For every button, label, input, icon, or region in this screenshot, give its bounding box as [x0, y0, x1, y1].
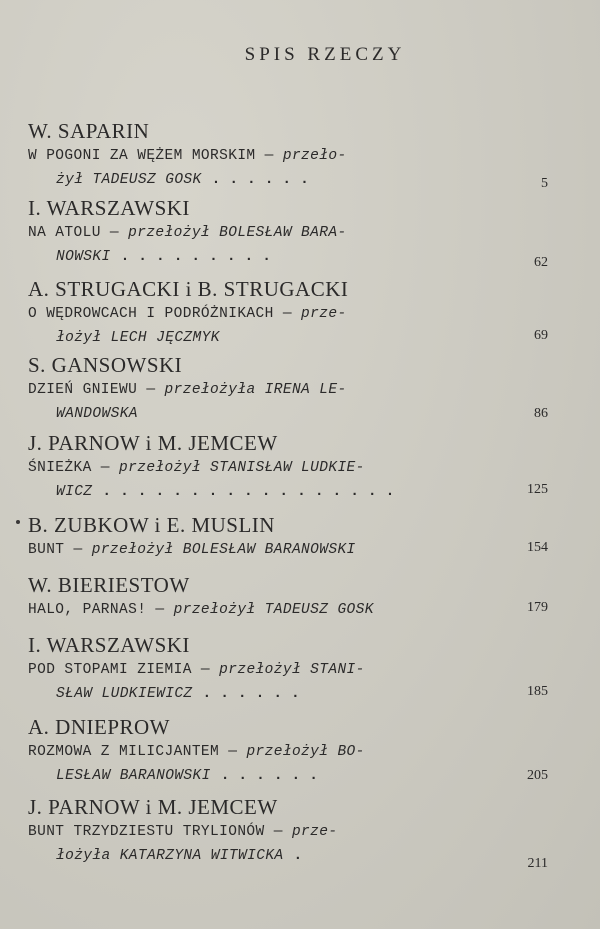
page-title: SPIS RZECZY: [244, 44, 406, 65]
entry-translator: przełożył BOLESŁAW BARANOWSKI: [91, 542, 356, 558]
entry-translator-cont: LESŁAW BARANOWSKI: [56, 768, 211, 784]
entry-page-number: 69: [534, 328, 548, 343]
toc-entry: [28, 276, 548, 350]
entry-translator: przełożyła IRENA LE-: [164, 382, 347, 398]
entry-translator: przełożył BOLESŁAW BARA-: [128, 225, 347, 241]
entry-author: S. GANSOWSKI: [28, 353, 183, 377]
entry-title-line: [28, 658, 548, 682]
leader-dots: .........: [120, 249, 280, 265]
stray-mark: [16, 520, 20, 524]
entry-translator-cont: SŁAW LUDKIEWICZ: [56, 686, 193, 702]
entry-translator: przeło-: [282, 148, 347, 164]
entry-title: ROZMOWA Z MILICJANTEM —: [28, 744, 247, 760]
entry-page-number: 5: [541, 176, 548, 191]
entry-continuation: [28, 402, 548, 426]
entry-title: W POGONI ZA WĘŻEM MORSKIM —: [28, 148, 283, 164]
entry-continuation: [28, 168, 548, 192]
entry-page-number: 211: [527, 856, 548, 871]
entry-title-line: [28, 598, 548, 622]
entry-continuation: [28, 682, 548, 706]
leader-dots: ......: [211, 172, 318, 188]
entry-translator: przełożył TADEUSZ GOSK: [173, 602, 374, 618]
entry-author: W. BIERIESTOW: [28, 573, 190, 597]
entry-translator-cont: żył TADEUSZ GOSK: [56, 172, 202, 188]
entry-author: A. DNIEPROW: [28, 715, 170, 739]
entry-page-number: 185: [527, 684, 548, 699]
entry-continuation: [28, 480, 548, 504]
entry-title-line: [28, 302, 548, 326]
leader-dots: ......: [220, 768, 327, 784]
entry-title-line: [28, 538, 548, 562]
leader-dots: .................: [102, 484, 404, 500]
entry-continuation: [28, 764, 548, 788]
entry-page-number: 62: [534, 255, 548, 270]
entry-translator-cont: łożył LECH JĘCZMYK: [56, 330, 220, 346]
entry-title: NA ATOLU —: [28, 225, 129, 241]
toc-entry: [28, 512, 548, 562]
entry-title: HALO, PARNAS! —: [28, 602, 174, 618]
entry-translator: przełożył STANISŁAW LUDKIE-: [119, 460, 365, 476]
entry-translator-cont: WICZ: [56, 484, 93, 500]
entry-page-number: 205: [527, 768, 548, 783]
entry-page-number: 154: [527, 540, 548, 555]
entry-translator: przełożył BO-: [246, 744, 365, 760]
entry-author: J. PARNOW i M. JEMCEW: [28, 431, 278, 455]
entry-author: I. WARSZAWSKI: [28, 633, 190, 657]
entry-continuation: [28, 245, 548, 269]
entry-title: O WĘDROWCACH I PODRÓŻNIKACH —: [28, 306, 302, 322]
toc-entry: [28, 195, 548, 269]
entry-page-number: 125: [527, 482, 548, 497]
entry-translator: przełożył STANI-: [219, 662, 365, 678]
entry-translator: prze-: [301, 306, 347, 322]
entry-author: J. PARNOW i M. JEMCEW: [28, 795, 278, 819]
toc-entry: [28, 714, 548, 788]
entry-title-line: [28, 221, 548, 245]
leader-dots: .: [293, 848, 312, 864]
entry-title-line: [28, 378, 548, 402]
entry-title: ŚNIEŻKA —: [28, 460, 120, 476]
toc-entry: [28, 794, 548, 871]
toc-entry: [28, 632, 548, 706]
entry-title: POD STOPAMI ZIEMIA —: [28, 662, 220, 678]
entry-author: B. ZUBKOW i E. MUSLIN: [28, 513, 275, 537]
entry-title-line: [28, 820, 548, 844]
entry-page-number: 86: [534, 406, 548, 421]
entry-author: I. WARSZAWSKI: [28, 196, 190, 220]
entry-title: DZIEŃ GNIEWU —: [28, 382, 165, 398]
entry-title-line: [28, 144, 548, 168]
entry-author: A. STRUGACKI i B. STRUGACKI: [28, 277, 349, 301]
entry-title-line: [28, 740, 548, 764]
entry-translator-cont: łożyła KATARZYNA WITWICKA: [56, 848, 284, 864]
leader-dots: ......: [202, 686, 309, 702]
entry-author: W. SAPARIN: [28, 119, 150, 143]
entry-continuation: [28, 326, 548, 350]
entry-title-line: [28, 456, 548, 480]
entry-title: BUNT —: [28, 542, 92, 558]
toc-entry: [28, 352, 548, 426]
entry-page-number: 179: [527, 600, 548, 615]
entry-continuation: [28, 844, 548, 868]
toc-entry: [28, 430, 548, 504]
entry-translator-cont: NOWSKI: [56, 249, 111, 265]
toc-entry: [28, 118, 548, 192]
entry-translator: prze-: [291, 824, 338, 840]
entry-title: BUNT TRZYDZIESTU TRYLIONÓW —: [28, 824, 292, 840]
entry-translator-cont: WANDOWSKA: [56, 406, 138, 422]
toc-entry: [28, 572, 548, 622]
